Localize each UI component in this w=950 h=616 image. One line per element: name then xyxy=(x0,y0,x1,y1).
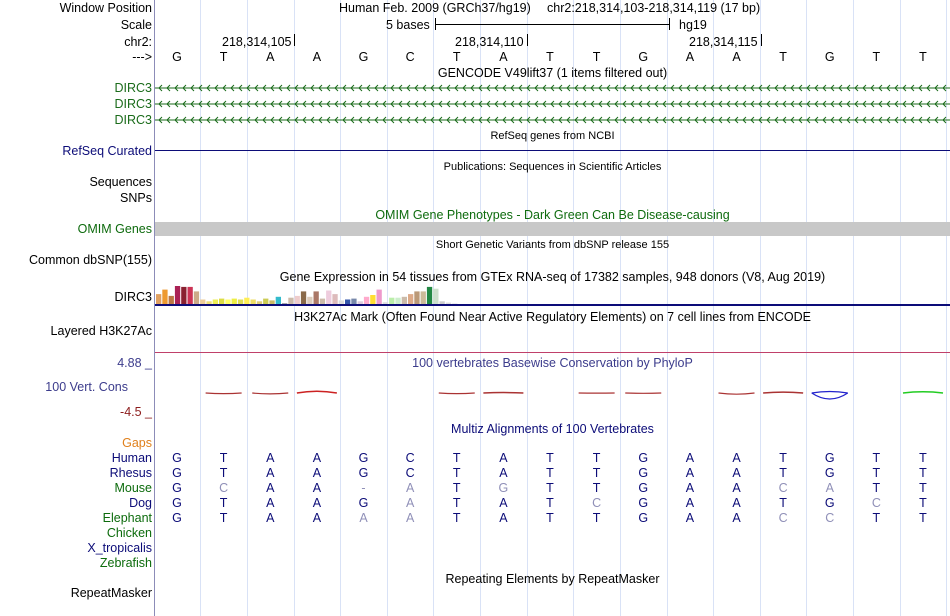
h3k27ac-label[interactable]: Layered H3K27Ac xyxy=(50,324,152,338)
scale-label: Scale xyxy=(120,18,152,32)
alignment-base: G xyxy=(638,481,649,495)
alignment-base: - xyxy=(361,481,366,495)
strand-arrow-label: ---> xyxy=(132,50,152,64)
alignment-base: T xyxy=(919,451,927,465)
h3k27ac-title[interactable]: H3K27Ac Mark (Often Found Near Active Regulatory Elements) on 7 cell lines from ENCODE xyxy=(294,310,811,324)
gtex-tissue-bar xyxy=(295,296,300,304)
gtex-tissue-bar xyxy=(307,297,312,304)
phylop-score-mark xyxy=(439,393,475,394)
omim-gene-bar[interactable] xyxy=(155,222,950,236)
gtex-tissue-bar xyxy=(194,291,199,304)
dbsnp-title[interactable]: Short Genetic Variants from dbSNP release 155 xyxy=(435,239,670,251)
alignment-base: T xyxy=(592,511,601,525)
alignment-base: A xyxy=(312,511,322,525)
reference-base: T xyxy=(919,50,927,64)
alignment-base: G xyxy=(172,451,182,465)
position-readout[interactable]: chr2:218,314,103-218,314,119 (17 bp) xyxy=(547,1,761,15)
refseq-label[interactable]: RefSeq Curated xyxy=(62,144,152,158)
alignment-base: T xyxy=(919,511,927,525)
ruler-tick-3: 218,314,115 xyxy=(689,35,758,49)
gtex-title[interactable]: Gene Expression in 54 tissues from GTEx RNA-seq of 17382 samples, 948 donors (V8, Aug 2019) xyxy=(279,270,826,284)
phylop-score-mark xyxy=(297,391,337,393)
alignment-base: T xyxy=(219,466,228,480)
reference-base: G xyxy=(638,50,649,64)
alignment-base: G xyxy=(824,496,835,510)
reference-base: T xyxy=(872,50,881,64)
alignment-base: C xyxy=(592,496,602,510)
alignment-base: T xyxy=(219,451,228,465)
gtex-tissue-bar xyxy=(377,290,382,304)
alignment-base: G xyxy=(358,466,369,480)
alignment-base: T xyxy=(219,511,228,525)
phylop-score-mark xyxy=(719,393,755,394)
alignment-base: G xyxy=(638,511,649,525)
phylop-min-label: -4.5 _ xyxy=(120,405,152,419)
dbsnp-label[interactable]: Common dbSNP(155) xyxy=(29,253,152,267)
alignment-base: A xyxy=(359,511,368,525)
alignment-base: T xyxy=(872,511,881,525)
species-label[interactable]: Rhesus xyxy=(109,466,152,480)
reference-base: T xyxy=(452,50,461,64)
alignment-base: A xyxy=(825,481,834,495)
omim-title[interactable]: OMIM Gene Phenotypes - Dark Green Can Be Disease-causing xyxy=(375,208,730,222)
alignment-base: T xyxy=(452,481,461,495)
alignment-base: G xyxy=(172,511,182,525)
alignment-base: T xyxy=(779,496,787,510)
gtex-tissue-bar xyxy=(175,286,180,304)
scale-bar-right xyxy=(669,18,670,30)
gtex-expression-bars[interactable] xyxy=(155,284,950,305)
alignment-base: A xyxy=(685,451,695,465)
alignment-base: C xyxy=(778,481,788,495)
gtex-gene-line xyxy=(155,304,950,306)
reference-base: A xyxy=(266,50,275,64)
assembly-label: Human Feb. 2009 (GRCh37/hg19) xyxy=(339,1,531,15)
alignment-base: T xyxy=(546,496,554,510)
gtex-tissue-bar xyxy=(408,294,413,304)
gtex-tissue-bar xyxy=(169,296,174,304)
gtex-tissue-bar xyxy=(332,294,337,304)
phylop-score-mark xyxy=(763,392,803,393)
phylop-score-mark xyxy=(206,393,242,394)
alignment-base: A xyxy=(685,511,695,525)
alignment-base: A xyxy=(266,451,275,465)
alignment-base: A xyxy=(685,466,695,480)
ruler-tick-2: 218,314,110 xyxy=(455,35,524,49)
alignment-base: A xyxy=(732,511,741,525)
alignment-base: A xyxy=(405,496,415,510)
reference-base: A xyxy=(312,50,322,64)
alignment-base: C xyxy=(825,511,835,525)
alignment-base: A xyxy=(732,481,741,495)
publications-title[interactable]: Publications: Sequences in Scientific Articles xyxy=(443,161,662,173)
species-label[interactable]: Mouse xyxy=(114,481,152,495)
gtex-tissue-bar xyxy=(181,287,186,304)
gtex-label[interactable]: DIRC3 xyxy=(114,290,152,304)
repeatmasker-label[interactable]: RepeatMasker xyxy=(70,586,152,600)
alignment-base: T xyxy=(872,451,881,465)
phylop-score-mark xyxy=(903,392,943,393)
species-label[interactable]: Elephant xyxy=(102,511,152,525)
phylop-score-mark xyxy=(252,393,288,394)
gencode-label-2[interactable]: DIRC3 xyxy=(114,97,152,111)
alignment-base: A xyxy=(685,481,695,495)
alignment-base: A xyxy=(732,496,741,510)
publications-snps-label[interactable]: SNPs xyxy=(120,191,152,205)
ruler-tick-mark-3 xyxy=(761,34,762,46)
alignment-base: C xyxy=(871,496,881,510)
alignment-base: T xyxy=(546,451,554,465)
reference-base: T xyxy=(592,50,601,64)
phylop-score-mark xyxy=(812,392,848,394)
gtex-tissue-bar xyxy=(421,291,426,304)
species-label[interactable]: X_tropicalis xyxy=(87,541,152,555)
multiz-gaps-label[interactable]: Gaps xyxy=(122,436,152,450)
gtex-tissue-bar xyxy=(301,291,306,304)
reference-base: C xyxy=(405,50,415,64)
gtex-tissue-bar xyxy=(156,294,161,304)
alignment-base: T xyxy=(546,481,554,495)
alignment-base: T xyxy=(452,451,461,465)
gtex-tissue-bar xyxy=(188,287,193,304)
alignment-base: T xyxy=(546,511,554,525)
alignment-base: A xyxy=(499,511,508,525)
alignment-base: A xyxy=(312,496,322,510)
alignment-base: A xyxy=(499,466,508,480)
reference-base: A xyxy=(499,50,508,64)
gtex-tissue-bar xyxy=(414,291,419,304)
alignment-base: T xyxy=(452,496,461,510)
gtex-tissue-bar xyxy=(326,291,331,305)
alignment-base: G xyxy=(824,466,835,480)
gtex-tissue-bar xyxy=(162,290,167,304)
ruler-tick-mark-1 xyxy=(294,34,295,46)
reference-base: A xyxy=(685,50,695,64)
reference-base: G xyxy=(172,50,182,64)
alignment-base: T xyxy=(452,511,461,525)
alignment-base: T xyxy=(592,481,601,495)
species-label[interactable]: Chicken xyxy=(106,526,152,540)
gencode-label-1[interactable]: DIRC3 xyxy=(114,81,152,95)
scale-db: hg19 xyxy=(679,18,707,32)
alignment-base: G xyxy=(638,466,649,480)
alignment-base: C xyxy=(778,511,788,525)
alignment-base: G xyxy=(172,466,182,480)
alignment-base: C xyxy=(405,466,415,480)
alignment-base: A xyxy=(499,496,508,510)
alignment-base: G xyxy=(498,481,509,495)
gencode-label-3[interactable]: DIRC3 xyxy=(114,113,152,127)
phylop-label[interactable]: 100 Vert. Cons xyxy=(45,380,128,394)
species-label[interactable]: Human xyxy=(111,451,152,465)
h3k27ac-signal-baseline xyxy=(155,352,950,353)
alignment-base: T xyxy=(779,451,787,465)
alignment-base: A xyxy=(266,466,275,480)
reference-base: G xyxy=(824,50,835,64)
refseq-title[interactable]: RefSeq genes from NCBI xyxy=(490,130,615,142)
window-position-label: Window Position xyxy=(59,1,152,15)
alignment-base: G xyxy=(172,481,182,495)
alignment-base: A xyxy=(312,466,322,480)
reference-base: T xyxy=(546,50,554,64)
alignment-base: T xyxy=(452,466,461,480)
gtex-tissue-bar xyxy=(433,289,438,304)
reference-base: T xyxy=(779,50,787,64)
phylop-conservation-plot[interactable] xyxy=(155,366,950,416)
gtex-tissue-bar xyxy=(427,287,432,304)
alignment-base: T xyxy=(592,466,601,480)
gencode-title[interactable]: GENCODE V49lift37 (1 items filtered out) xyxy=(437,66,668,80)
phylop-title[interactable]: 100 vertebrates Basewise Conservation by PhyloP xyxy=(412,356,693,370)
alignment-base: T xyxy=(919,496,927,510)
reference-base: G xyxy=(358,50,369,64)
alignment-base: T xyxy=(546,466,554,480)
alignment-base: C xyxy=(219,481,229,495)
alignment-base: A xyxy=(266,511,275,525)
alignment-base: A xyxy=(732,466,741,480)
alignment-base: G xyxy=(172,496,182,510)
gtex-tissue-bar xyxy=(276,297,281,304)
alignment-base: G xyxy=(824,451,835,465)
chr-label: chr2: xyxy=(124,35,152,49)
species-label[interactable]: Dog xyxy=(129,496,152,510)
alignment-base: C xyxy=(405,451,415,465)
alignment-base: A xyxy=(266,481,275,495)
alignment-base: A xyxy=(312,481,322,495)
alignment-base: T xyxy=(592,451,601,465)
alignment-base: G xyxy=(358,451,369,465)
phylop-score-mark xyxy=(812,393,848,399)
reference-base: T xyxy=(219,50,228,64)
alignment-base: A xyxy=(685,496,695,510)
ruler-tick-1: 218,314,105 xyxy=(222,35,292,49)
omim-label[interactable]: OMIM Genes xyxy=(77,222,152,236)
gtex-tissue-bar xyxy=(364,297,369,304)
reference-base: A xyxy=(732,50,741,64)
alignment-base: A xyxy=(499,451,508,465)
alignment-base: A xyxy=(266,496,275,510)
alignment-base: G xyxy=(638,496,649,510)
repeatmasker-title[interactable]: Repeating Elements by RepeatMasker xyxy=(445,572,660,586)
alignment-base: T xyxy=(872,466,881,480)
gtex-tissue-bar xyxy=(402,297,407,304)
scale-bar xyxy=(435,24,669,25)
refseq-gene-line[interactable] xyxy=(155,150,950,151)
alignment-base: A xyxy=(732,451,741,465)
alignment-base: G xyxy=(358,496,369,510)
alignment-base: T xyxy=(919,481,927,495)
scale-text: 5 bases xyxy=(386,18,430,32)
alignment-base: T xyxy=(919,466,927,480)
species-label[interactable]: Zebrafish xyxy=(99,556,152,570)
alignment-base: A xyxy=(405,481,415,495)
gtex-tissue-bar xyxy=(314,291,319,304)
alignment-base: A xyxy=(312,451,322,465)
alignment-base: A xyxy=(405,511,415,525)
alignment-base: T xyxy=(779,466,787,480)
ruler-tick-mark-2 xyxy=(527,34,528,46)
alignment-base: G xyxy=(638,451,649,465)
publications-sequences-label[interactable]: Sequences xyxy=(89,175,152,189)
alignment-base: T xyxy=(219,496,228,510)
multiz-title[interactable]: Multiz Alignments of 100 Vertebrates xyxy=(451,422,654,436)
phylop-max-label: 4.88 _ xyxy=(117,356,152,370)
gtex-tissue-bar xyxy=(370,295,375,304)
gencode-transcripts[interactable] xyxy=(155,80,950,126)
alignment-base: T xyxy=(872,481,881,495)
